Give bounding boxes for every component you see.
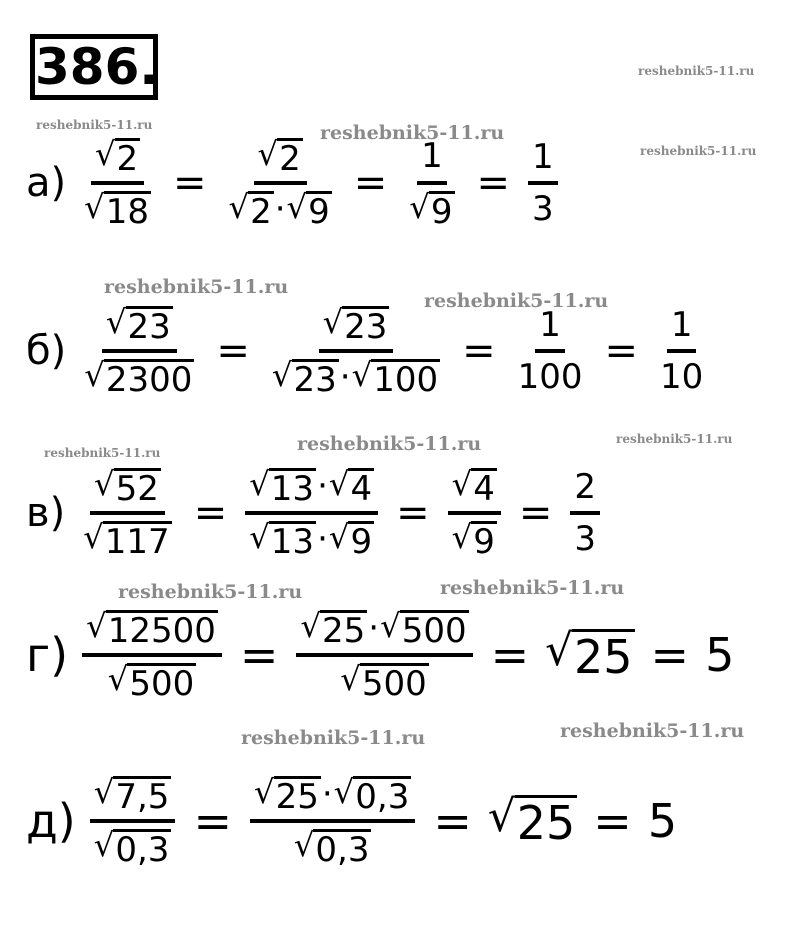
watermark: reshebnik5-11.ru <box>440 577 625 599</box>
square-root: √ 25 <box>487 791 576 851</box>
fraction: √ 2 √ 2 · √ 9 <box>228 134 330 232</box>
fraction: √ 2 √ 18 <box>84 134 149 232</box>
result-value: 5 <box>705 628 735 683</box>
watermark: reshebnik5-11.ru <box>36 118 153 132</box>
equals-sign: = <box>396 490 430 537</box>
equals-sign: = <box>172 160 207 207</box>
fraction: √ 25 · √ 500 √ 500 <box>296 608 472 703</box>
equals-sign: = <box>593 794 632 849</box>
fraction: 1 √ 9 <box>409 136 453 232</box>
problem-number: 386. <box>30 34 158 100</box>
part-label: б) <box>26 328 67 375</box>
fraction: √ 4 √ 9 <box>448 466 501 561</box>
equation-g <box>26 608 734 703</box>
fraction: √ 12500 √ 500 <box>82 608 222 703</box>
watermark: reshebnik5-11.ru <box>320 122 505 144</box>
result-value: 5 <box>647 794 678 849</box>
square-root: √ 25 <box>545 625 633 685</box>
equals-sign: = <box>462 328 496 375</box>
fraction: $\frac{1}{10}$ <box>660 304 704 398</box>
watermark: reshebnik5-11.ru <box>640 144 757 158</box>
equals-sign: = <box>193 794 232 849</box>
equals-sign: = <box>604 328 639 375</box>
watermark: reshebnik5-11.ru <box>638 64 755 78</box>
watermark: reshebnik5-11.ru <box>118 581 303 603</box>
equation-d <box>26 774 677 869</box>
equals-sign: = <box>433 794 472 849</box>
equals-sign: = <box>518 490 553 537</box>
watermark: reshebnik5-11.ru <box>241 727 426 749</box>
equation-b <box>26 304 709 399</box>
fraction: √ 23 √ 23 · √ 100 <box>271 302 439 400</box>
equals-sign: = <box>476 160 511 207</box>
part-label: г) <box>26 628 69 683</box>
watermark: reshebnik5-11.ru <box>44 446 161 460</box>
watermark: reshebnik5-11.ru <box>297 433 482 455</box>
fraction: √ 52 √ 117 <box>83 464 170 562</box>
equals-sign: = <box>193 490 228 537</box>
equals-sign: = <box>490 628 530 683</box>
fraction: $\frac{1}{3}$ <box>528 137 558 231</box>
equals-sign: = <box>216 328 250 375</box>
equals-sign: = <box>239 628 279 683</box>
part-label: в) <box>26 490 66 537</box>
equals-sign: = <box>353 160 388 207</box>
watermark: reshebnik5-11.ru <box>616 432 733 446</box>
fraction: $\frac{1}{100}$ <box>517 304 583 398</box>
fraction: √ 7,5 √ 0,3 <box>90 774 176 869</box>
fraction: √ 23 √ 2300 <box>84 302 193 400</box>
part-label: д) <box>26 794 76 849</box>
fraction: $\frac{2}{3}$ <box>570 467 600 561</box>
equals-sign: = <box>650 628 690 683</box>
watermark: reshebnik5-11.ru <box>104 276 289 298</box>
fraction: √ 25 · √ 0,3 √ 0,3 <box>250 774 415 869</box>
part-label: а) <box>26 160 67 207</box>
equation-a <box>26 136 560 231</box>
watermark: reshebnik5-11.ru <box>560 720 745 742</box>
equation-v <box>26 466 602 561</box>
fraction: √ 13 · √ 4 √ 13 · √ 9 <box>245 466 378 561</box>
watermark: reshebnik5-11.ru <box>424 290 609 312</box>
